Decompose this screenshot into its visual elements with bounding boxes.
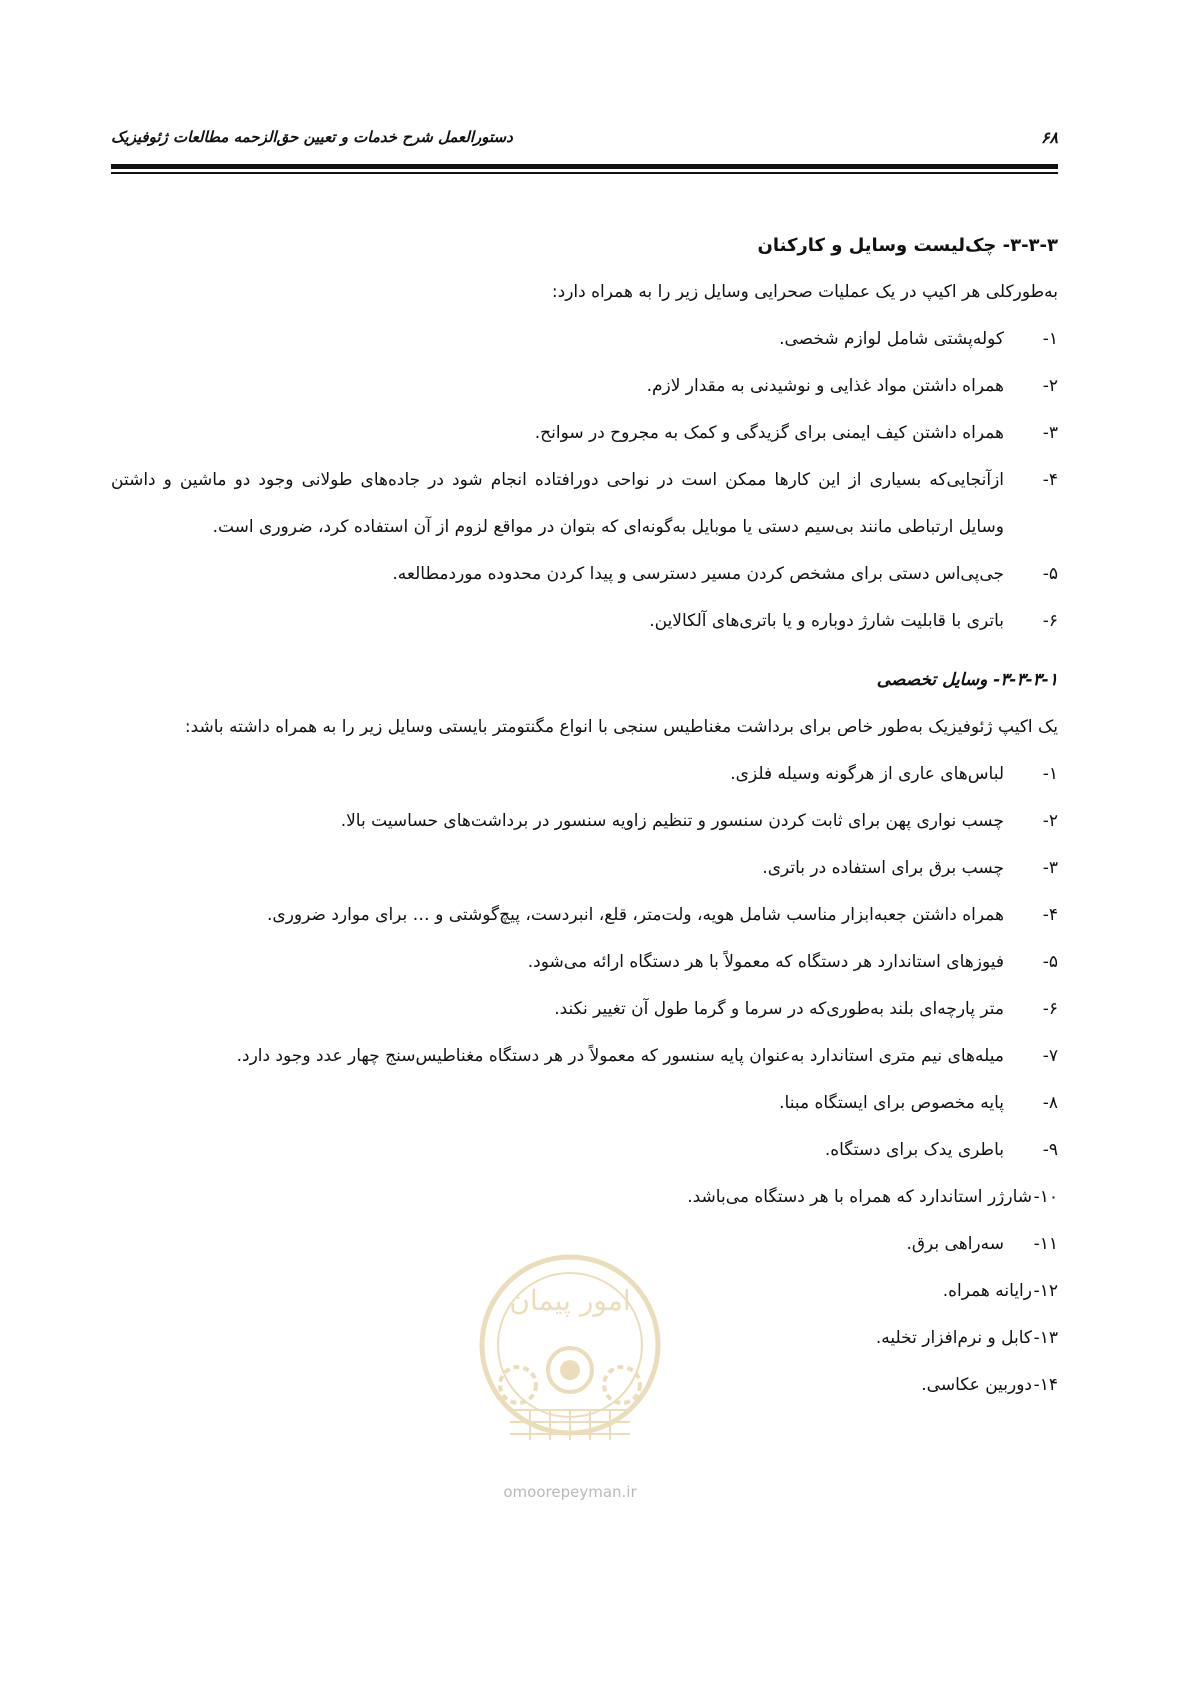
list-item	[111, 986, 1058, 1033]
list-item-number: ۲-	[1042, 811, 1058, 831]
list-item-number: ۵-	[1042, 952, 1058, 972]
list-item	[111, 1080, 1058, 1127]
list-item-text: همراه داشتن جعبه‌ابزار مناسب شامل هویه، ولت‌متر، قلع، انبردست، پیچ‌گوشتی و … برای موارد ضروری.	[267, 905, 1004, 925]
list-item	[111, 939, 1058, 986]
list-item-number: ۲-	[1042, 376, 1058, 396]
list-item-number: ۸-	[1042, 1093, 1058, 1113]
list-item-number: ۶-	[1042, 611, 1058, 631]
list-item-text: متر پارچه‌ای بلند به‌طوری‌که در سرما و گرما طول آن تغییر نکند.	[554, 999, 1004, 1019]
list-item-number: ۱۲-	[1033, 1281, 1058, 1301]
page-header	[111, 128, 1058, 150]
list-item-number: ۴-	[1042, 905, 1058, 925]
list-item-text: شارژر استاندارد که همراه با هر دستگاه می‌باشد.	[687, 1187, 1032, 1207]
list-item-text: ازآنجایی‌که بسیاری از این کارها ممکن است در نواحی دورافتاده انجام شود در جاده‌های طولانی وجود دو ماشین و داشتن وسایل ارتباطی مانند بی‌سیم دستی یا موبایل به‌گونه‌ای که بتوان در مواقع لزوم از آن استفاده کرد، ضروری است.	[111, 470, 1004, 537]
list-item-number: ۷-	[1042, 1046, 1058, 1066]
list-item-text: رایانه همراه.	[942, 1281, 1032, 1301]
list-item	[111, 845, 1058, 892]
page-body	[111, 222, 1058, 1409]
list-item-number: ۳-	[1042, 423, 1058, 443]
list-item-text: چسب برق برای استفاده در باتری.	[762, 858, 1004, 878]
list-item-number: ۱-	[1042, 764, 1058, 784]
list-item-text: دوربین عکاسی.	[921, 1375, 1032, 1395]
list-item-text: میله‌های نیم متری استاندارد به‌عنوان پایه سنسور که معمولاً در هر دستگاه مغناطیس‌سنج چهار عدد وجود دارد.	[236, 1046, 1004, 1066]
header-rule-thin	[111, 172, 1058, 174]
list-item	[111, 363, 1058, 410]
list-item-text: پایه مخصوص برای ایستگاه مبنا.	[779, 1093, 1004, 1113]
list-item-text: جی‌پی‌اس دستی برای مشخص کردن مسیر دسترسی و پیدا کردن محدوده موردمطالعه.	[392, 564, 1004, 584]
section-intro-special-tools: یک اکیپ ژئوفیزیک به‌طور خاص برای برداشت مغناطیس سنجی با انواع مگنتومتر بایستی وسایل زیر را به همراه داشته باشد:	[184, 717, 1058, 737]
list-item-number: ۳-	[1042, 858, 1058, 878]
list-item-number: ۱۳-	[1033, 1328, 1058, 1348]
list-item	[111, 1127, 1058, 1174]
list-item	[111, 798, 1058, 845]
list-item-text: کابل و نرم‌افزار تخلیه.	[875, 1328, 1032, 1348]
list-item	[111, 598, 1058, 645]
list-item-text: فیوزهای استاندارد هر دستگاه که معمولاً با هر دستگاه ارائه می‌شود.	[527, 952, 1004, 972]
list-item	[111, 410, 1058, 457]
list-item-text: باطری یدک برای دستگاه.	[824, 1140, 1004, 1160]
list-item	[111, 1033, 1058, 1080]
list-item-number: ۱۱-	[1033, 1234, 1058, 1254]
list-item-text: لباس‌های عاری از هرگونه وسیله فلزی.	[730, 764, 1004, 784]
list-item-text: چسب نواری پهن برای ثابت کردن سنسور و تنظیم زاویه سنسور در برداشت‌های حساسیت بالا.	[340, 811, 1004, 831]
list-item-number: ۹-	[1042, 1140, 1058, 1160]
list-item-number: ۱-	[1042, 329, 1058, 349]
watermark-seal-text: امور پیمان	[509, 1284, 631, 1317]
watermark-seal-icon	[470, 1250, 670, 1480]
page-number: ۶۸	[1040, 128, 1058, 147]
list-item	[111, 551, 1058, 598]
list-item-text: باتری با قابلیت شارژ دوباره و یا باتری‌های آلکالاین.	[649, 611, 1004, 631]
list-item-number: ۱۰-	[1033, 1187, 1058, 1207]
section-heading-checklist: ۳-۳-۳- چک‌لیست وسایل و کارکنان	[757, 235, 1058, 256]
section-intro-checklist: به‌طورکلی هر اکیپ در یک عملیات صحرایی وسایل زیر را به همراه دارد:	[551, 282, 1058, 302]
list-item	[111, 751, 1058, 798]
list-item	[111, 457, 1058, 551]
list-item	[111, 316, 1058, 363]
list-item-number: ۱۴-	[1033, 1375, 1058, 1395]
list-item-text: سه‌راهی برق.	[906, 1234, 1004, 1254]
checklist-list	[111, 316, 1058, 645]
list-item-text: کوله‌پشتی شامل لوازم شخصی.	[779, 329, 1004, 349]
running-title: دستورالعمل شرح خدمات و تعیین حق‌الزحمه مطالعات ژئوفیزیک	[111, 128, 513, 146]
list-item-text: همراه داشتن مواد غذایی و نوشیدنی به مقدار لازم.	[646, 376, 1004, 396]
list-item-number: ۶-	[1042, 999, 1058, 1019]
list-item	[111, 1174, 1058, 1221]
section-heading-special-tools: ۳-۳-۳-۱- وسایل تخصصی	[876, 670, 1058, 690]
list-item-text: همراه داشتن کیف ایمنی برای گزیدگی و کمک به مجروح در سوانح.	[534, 423, 1004, 443]
list-item	[111, 892, 1058, 939]
list-item-number: ۵-	[1042, 564, 1058, 584]
list-item-number: ۴-	[1042, 470, 1058, 490]
header-rule-thick	[111, 164, 1058, 169]
watermark-url: omoorepeyman.ir	[503, 1483, 637, 1501]
